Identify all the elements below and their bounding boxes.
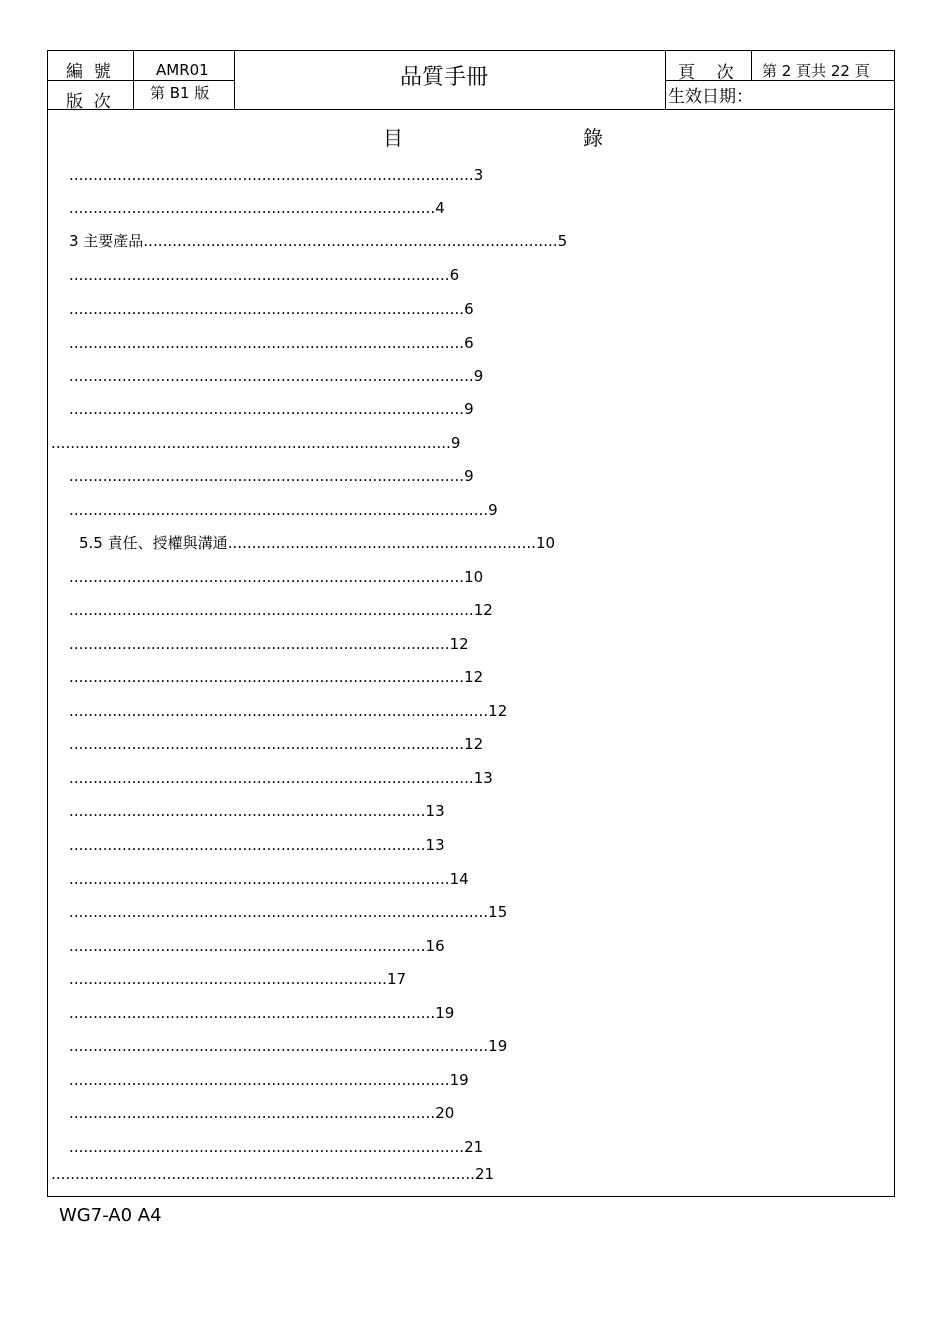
effective-date-label: 生效日期： [668,87,753,107]
toc-entry-leader: ....................................................................................... [69,1037,489,1055]
toc-entry [69,936,445,956]
toc-entry [69,634,469,654]
toc-entry [69,1036,507,1056]
toc-heading-right: 錄 [583,126,603,150]
page-frame [47,50,895,1197]
toc-entry [51,1164,494,1184]
toc-entry-leader: ............................................................................ [69,1004,436,1022]
toc-entry-leader: .................................................................................. [69,467,465,485]
header-divider-2 [234,50,235,110]
toc-entry-leader: ....................................................................................... [69,903,489,921]
toc-entry [69,399,474,419]
toc-entry-leader: .................................................................................. [69,568,465,586]
toc-entry-leader: .................................................................. [69,970,387,988]
toc-entry [69,299,474,319]
toc-entry [69,902,507,922]
toc-entry-page: 9 [488,501,498,519]
toc-entry-leader: ............................................................................... [69,870,450,888]
toc-entry [69,333,474,353]
toc-entry-leader: .................................................................................. [69,1138,465,1156]
toc-entry-leader: ................................................................................... [51,434,451,452]
toc-entry [69,567,483,587]
toc-entry-leader: ............................................................................... [69,1071,450,1089]
header-bottom-rule [47,109,895,110]
toc-entry-leader: .......................................................................... [69,802,426,820]
toc-entry-leader: ................................................................ [227,534,536,552]
toc-entry-page: 6 [464,334,474,352]
toc-entry [79,533,555,553]
header-divider-1 [133,50,134,110]
toc-entry-page: 6 [464,300,474,318]
toc-entry-leader: ............................................................................ [69,199,436,217]
toc-entry [69,768,493,788]
version-label: 版 次 [66,92,111,112]
toc-entry-page: 12 [488,702,508,720]
toc-entry [69,500,498,520]
toc-entry-leader: .................................................................................... [69,166,474,184]
toc-entry [69,1103,454,1123]
toc-entry-page: 14 [449,870,469,888]
toc-entry-leader: ............................................................................... [69,635,450,653]
toc-entry [69,366,483,386]
toc-entry [69,969,406,989]
header-divider-4 [751,50,752,81]
toc-entry-page: 19 [488,1037,508,1055]
toc-entry-leader: .................................................................................. [69,400,465,418]
code-value: AMR01 [156,61,209,79]
toc-entry-page: 12 [449,635,469,653]
toc-entry-page: 21 [464,1138,484,1156]
toc-entry-leader: .................................................................................. [69,334,465,352]
form-code: WG7-A0 A4 [59,1205,162,1226]
toc-entry-page: 10 [464,568,484,586]
toc-entry-leader: .................................................................................. [69,300,465,318]
toc-entry-page: 9 [464,467,474,485]
toc-entry [69,1070,469,1090]
toc-entry [69,734,483,754]
page-value: 第 2 頁共 22 頁 [762,62,870,80]
toc-entry-page: 9 [450,434,461,452]
page-label: 頁 次 [678,63,734,83]
toc-entry [51,433,460,453]
toc-entry-page: 13 [473,769,493,787]
toc-entry-leader: ........................................................................................ [51,1165,475,1183]
toc-entry-leader: ....................................................................................... [69,501,489,519]
toc-entry-title: 3 主要產品 [69,232,144,250]
toc-entry-page: 13 [425,836,445,854]
toc-entry-leader: .................................................................................... [69,769,474,787]
toc-entry-page: 4 [435,199,445,217]
toc-entry-leader: ...................................................................................... [143,232,558,250]
toc-entry-page: 17 [387,970,407,988]
code-label: 編 號 [66,62,111,82]
toc-entry-page: 19 [449,1071,469,1089]
toc-entry [69,801,445,821]
toc-heading-left: 目 [383,126,403,150]
toc-entry [69,835,445,855]
toc-entry-leader: .................................................................................... [69,367,474,385]
toc-entry-page: 5 [557,232,568,250]
document-title: 品質手冊 [400,65,489,90]
toc-entry-leader: .................................................................................. [69,735,465,753]
header-divider-3 [665,50,666,110]
toc-entry-page: 6 [449,266,460,284]
toc-entry-page: 10 [535,534,556,552]
toc-entry-leader: .................................................................................... [69,601,474,619]
toc-entry-page: 21 [475,1165,495,1183]
toc-entry-page: 16 [425,937,445,955]
toc-entry-page: 3 [473,166,484,184]
toc-entry-page: 13 [425,802,445,820]
toc-entry-leader: .......................................................................... [69,937,426,955]
toc-entry-page: 12 [464,735,484,753]
toc-entry-leader: ............................................................................ [69,1104,436,1122]
toc-entry-page: 9 [473,367,484,385]
toc-entry-page: 15 [488,903,508,921]
toc-entry-leader: ............................................................................... [69,266,450,284]
version-value: 第 B1 版 [150,84,210,102]
toc-entry-leader: .......................................................................... [69,836,426,854]
toc-entry [69,869,469,889]
toc-entry-page: 12 [464,668,484,686]
toc-entry [69,701,507,721]
toc-entry-leader: ....................................................................................... [69,702,489,720]
toc-entry-page: 20 [435,1104,455,1122]
toc-entry-page: 19 [435,1004,455,1022]
toc-entry [69,265,459,285]
toc-entry-leader: .................................................................................. [69,668,465,686]
toc-entry [69,165,483,185]
toc-entry [69,600,493,620]
toc-entry-page: 12 [473,601,493,619]
toc-entry-page: 9 [464,400,474,418]
toc-entry [69,667,483,687]
toc-entry [69,231,567,251]
toc-entry [69,198,445,218]
toc-entry-title: 5.5 責任、授權與溝通 [79,534,228,552]
toc-entry [69,1003,454,1023]
toc-entry [69,466,474,486]
toc-entry [69,1137,483,1157]
